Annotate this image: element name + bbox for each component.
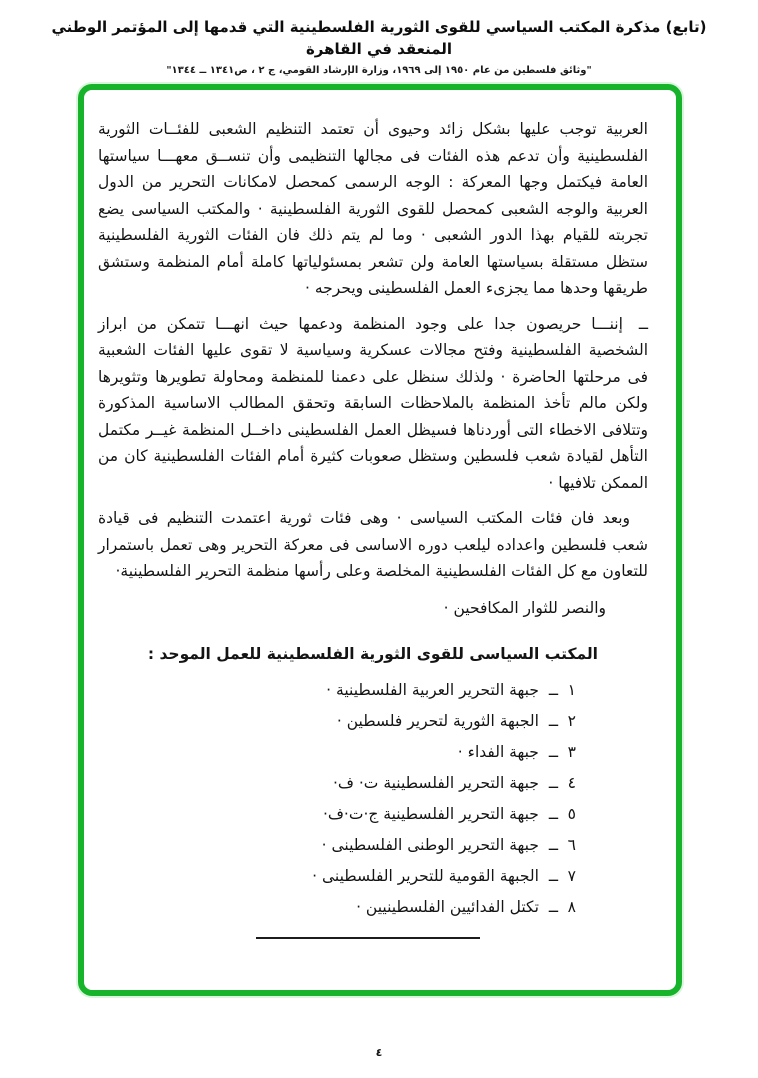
item-text: الجبهة القومية للتحرير الفلسطينى · (312, 866, 539, 885)
document-title: (تابع) مذكرة المكتب السياسي للقوى الثورية الفلسطينية التي قدمها إلى المؤتمر الوطني المنعقد في القاهرة (51, 18, 707, 58)
item-dash: ــ (548, 711, 558, 730)
item-dash: ــ (548, 680, 558, 699)
item-text: تكتل الفدائيين الفلسطينيين · (356, 897, 539, 916)
paragraph-1: العربية توجب عليها بشكل زائد وحيوى أن تعتمد التنظيم الشعبى للفئــات الثورية الفلسطينية وأن تدعم هذه الفئات فى مجالها التنظيمى وأن تنســق معهـــا سياستها العامة فيكتمل وجها المعركة : الوجه الرسمى كمحصل لامكانات التحرير من الدول العربية والوجه الشعبى كمحصل للقوى الثورية الفلسطينية · والمكتب السياسى يضع تجربته للقيام بهذا الدور الشعبى · وما لم يتم ذلك فان الفئات الثورية الفلسطينية ستظل مستقلة بسياستها العامة ولن تشعر بمسئولياتها كاملة أمام المنظمة وستشق طريقها وحدها مما يجزىء العمل الفلسطينى ويحرجه · (98, 120, 648, 297)
signatories-heading: المكتب السياسى للقوى الثورية الفلسطينية للعمل الموحد : (147, 644, 598, 663)
fronts-list (98, 675, 576, 923)
paragraph-3: وبعد فان فئات المكتب السياسى · وهى فئات ثورية اعتمدت التنظيم فى قيادة شعب فلسطين واعداده ليلعب دوره الاساسى فى معركة التحرير وهى تعمل باستمرار للتعاون مع كل الفئات الفلسطينية المخلصة وعلى رأسها منظمة التحرير الفلسطينية· (98, 509, 648, 580)
item-number: ٤ (567, 773, 576, 792)
document-body (84, 90, 676, 939)
item-number: ٢ (567, 711, 576, 730)
item-dash: ــ (548, 897, 558, 916)
item-text: جبهة التحرير الوطنى الفلسطينى · (321, 835, 539, 854)
paragraph-2-text: إننـــا حريصون جدا على وجود المنظمة ودعمها حيث انهـــا تتمكن من ابراز الشخصية الفلسطينية وفتح مجالات عسكرية وسياسية لا تقوى عليها الفئات الشعبية فى مرحلتها الحاضرة · ولذلك سنظل على دعمنا للمنظمة ومحاولة تطويرها وتثويرها ولكن مالم تأخذ المنظمة بالملاحظات السابقة وتحقق المطالب الاساسية المذكورة وتتلافى الاخطاء التى أوردناها فسيظل العمل الفلسطينى داخــل المنظمة غيــر مكتمل التأهل لقيادة شعب فلسطين وستظل صعوبات كثيرة أمام الفئات الفلسطينية كان من الممكن تلافيها · (98, 314, 648, 492)
green-content-frame (78, 84, 682, 996)
item-text: جبهة الفداء · (457, 742, 539, 761)
item-number: ٥ (567, 804, 576, 823)
list-item (98, 799, 576, 830)
document-header (0, 16, 758, 76)
item-number: ٦ (567, 835, 576, 854)
list-item (98, 830, 576, 861)
list-item (98, 737, 576, 768)
source-citation: "وثائق فلسطين من عام ١٩٥٠ إلى ١٩٦٩، وزارة الإرشاد القومي، ج ٢ ، ص١٣٤١ ــ ١٣٤٤" (166, 65, 592, 76)
list-item (98, 861, 576, 892)
paragraph-2 (98, 311, 648, 497)
paragraph-dash: ــ (638, 314, 648, 333)
item-number: ٨ (567, 897, 576, 916)
page-number: ٤ (375, 1046, 383, 1059)
item-text: جبهة التحرير الفلسطينية ج·ت·ف· (322, 804, 539, 823)
list-item (98, 675, 576, 706)
item-number: ١ (567, 680, 576, 699)
list-item (98, 706, 576, 737)
item-text: جبهة التحرير العربية الفلسطينية · (326, 680, 539, 699)
item-dash: ــ (548, 804, 558, 823)
item-number: ٧ (567, 866, 576, 885)
list-item (98, 768, 576, 799)
item-dash: ــ (548, 742, 558, 761)
item-number: ٣ (567, 742, 576, 761)
item-text: الجبهة الثورية لتحرير فلسطين · (336, 711, 539, 730)
closing-salute: والنصر للثوار المكافحين · (443, 598, 606, 617)
item-dash: ــ (548, 835, 558, 854)
item-text: جبهة التحرير الفلسطينية ت· ف· (332, 773, 539, 792)
footnote-divider (256, 937, 480, 939)
item-dash: ــ (548, 773, 558, 792)
list-item (98, 892, 576, 923)
item-dash: ــ (548, 866, 558, 885)
